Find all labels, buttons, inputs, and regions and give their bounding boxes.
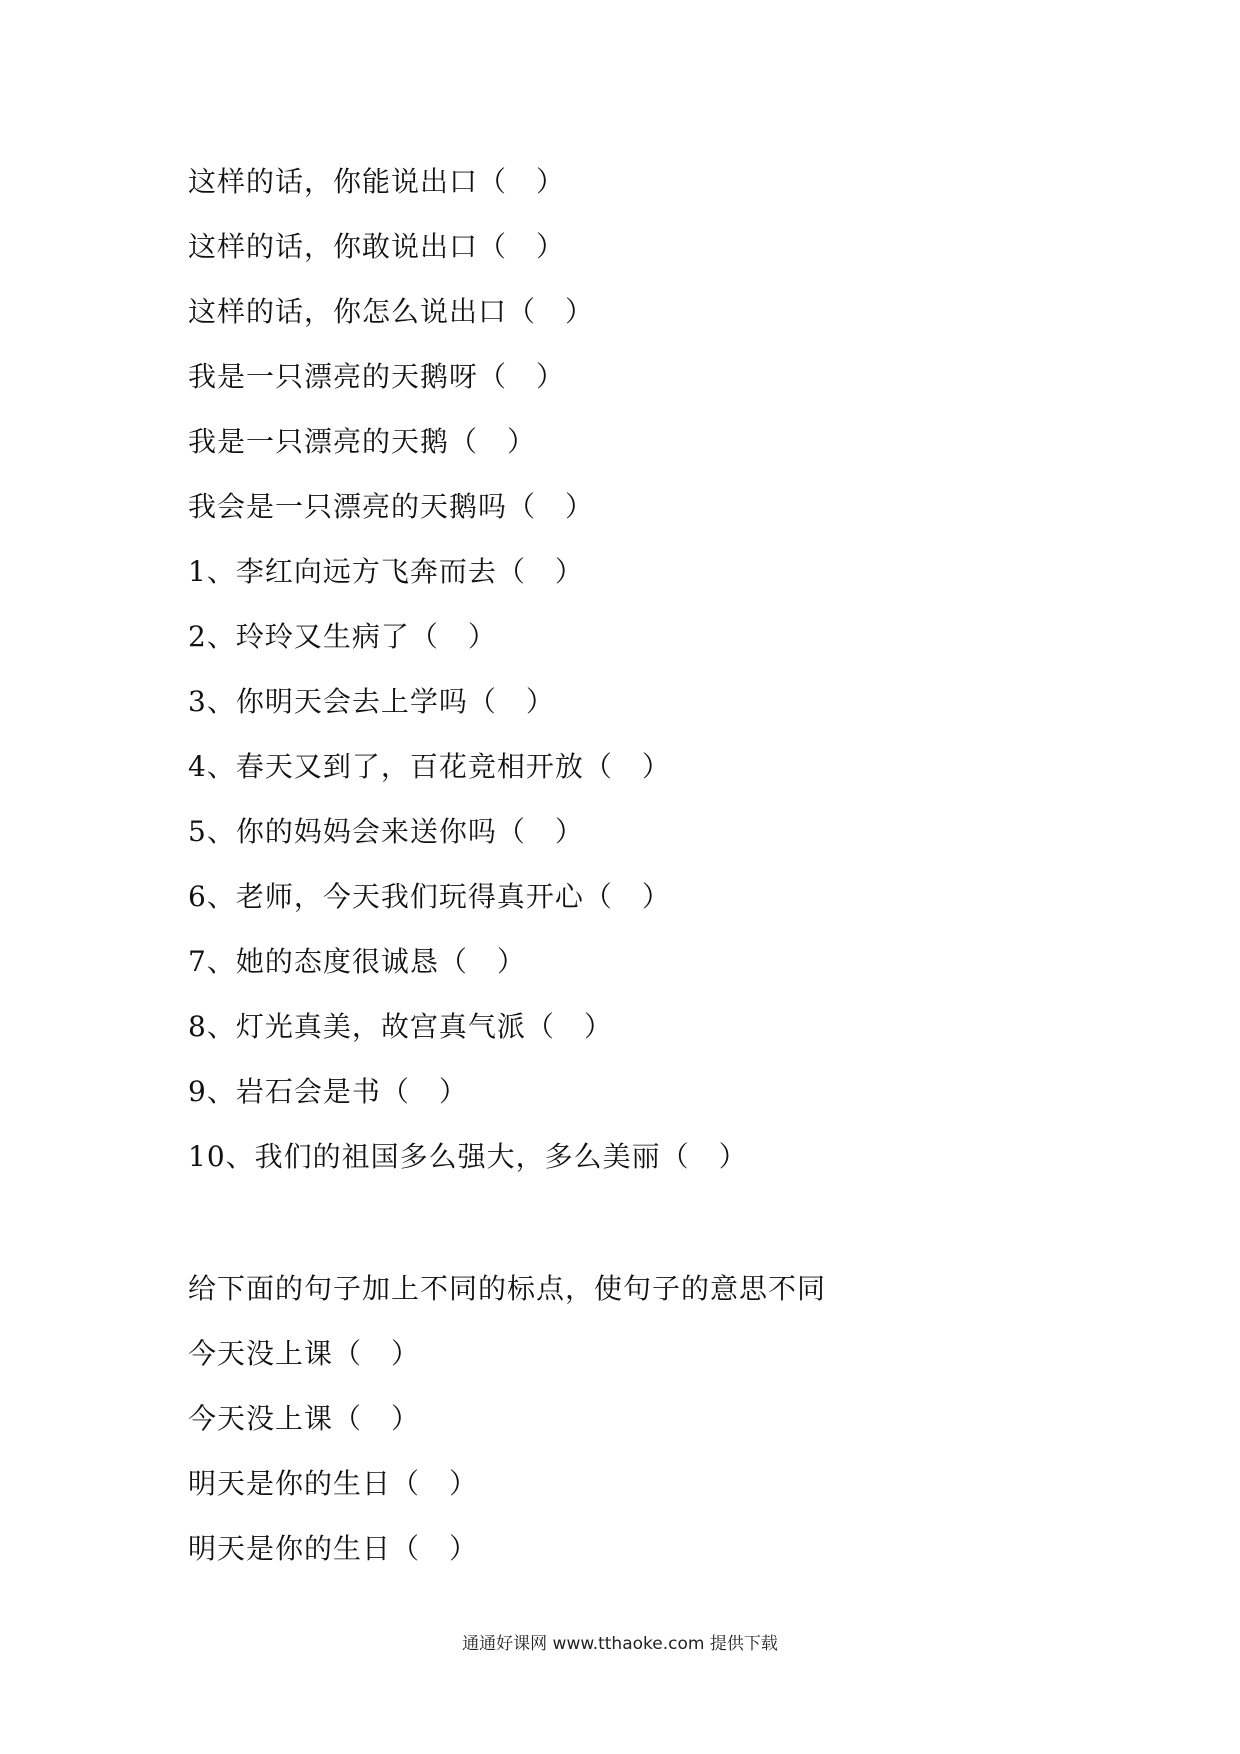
exercise-line: 9、岩石会是书（ ） bbox=[188, 1075, 468, 1108]
section-heading: 给下面的句子加上不同的标点，使句子的意思不同 bbox=[188, 1272, 827, 1305]
exercise-line: 我是一只漂亮的天鹅呀（ ） bbox=[188, 360, 566, 393]
exercise-line: 4、春天又到了，百花竞相开放（ ） bbox=[188, 750, 671, 783]
exercise-line: 我是一只漂亮的天鹅（ ） bbox=[188, 425, 537, 458]
exercise-line: 这样的话，你能说出口（ ） bbox=[188, 165, 566, 198]
exercise-line: 3、你明天会去上学吗（ ） bbox=[188, 685, 555, 718]
exercise-line: 我会是一只漂亮的天鹅吗（ ） bbox=[188, 490, 595, 523]
exercise-line: 8、灯光真美，故宫真气派（ ） bbox=[188, 1010, 613, 1043]
exercise-line: 这样的话，你怎么说出口（ ） bbox=[188, 295, 595, 328]
page-footer: 通通好课网 www.tthaoke.com 提供下载 bbox=[462, 1634, 778, 1654]
exercise-line: 2、玲玲又生病了（ ） bbox=[188, 620, 497, 653]
section-line: 明天是你的生日（ ） bbox=[188, 1467, 479, 1500]
section-line: 明天是你的生日（ ） bbox=[188, 1532, 479, 1565]
exercise-line: 这样的话，你敢说出口（ ） bbox=[188, 230, 566, 263]
exercise-line: 1、李红向远方飞奔而去（ ） bbox=[188, 555, 584, 588]
exercise-line: 7、她的态度很诚恳（ ） bbox=[188, 945, 526, 978]
exercise-line: 10、我们的祖国多么强大，多么美丽（ ） bbox=[188, 1140, 748, 1173]
section-line: 今天没上课（ ） bbox=[188, 1337, 421, 1370]
exercise-line: 6、老师，今天我们玩得真开心（ ） bbox=[188, 880, 671, 913]
exercise-line: 5、你的妈妈会来送你吗（ ） bbox=[188, 815, 584, 848]
section-line: 今天没上课（ ） bbox=[188, 1402, 421, 1435]
